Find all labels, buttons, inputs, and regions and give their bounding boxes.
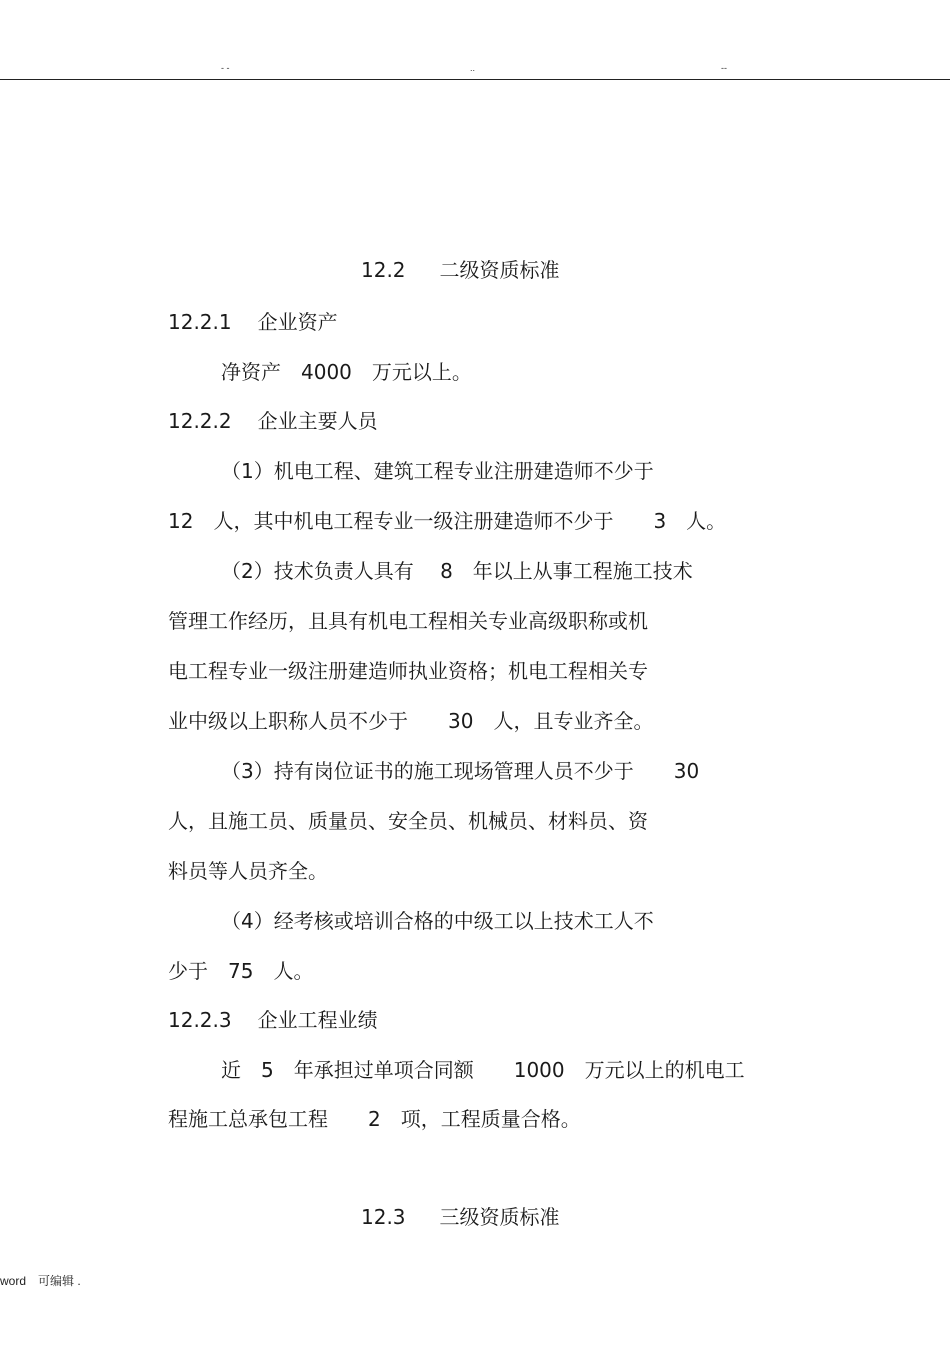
paragraph-line: （4）经考核或培训合格的中级工以上技术工人不 — [221, 909, 654, 933]
paragraph-line-assets: 净资产 4000 万元以上。 — [221, 360, 472, 384]
subsection-title: 企业工程业绩 — [257, 1008, 378, 1032]
paragraph-line: （3）持有岗位证书的施工现场管理人员不少于 30 — [221, 759, 700, 783]
subsection-title: 企业主要人员 — [257, 409, 378, 433]
paragraph-line: 管理工作经历，且具有机电工程相关专业高级职称或机 — [168, 609, 648, 633]
subsection-number: 12.2.2 — [168, 409, 232, 433]
subsection-number: 12.2.3 — [168, 1008, 232, 1032]
section-number: 12.3 — [361, 1205, 406, 1229]
header-rule — [0, 79, 950, 80]
section-title: 二级资质标准 — [439, 258, 560, 282]
paragraph-line: 少于 75 人。 — [168, 959, 314, 983]
paragraph-line: 业中级以上职称人员不少于 30 人，且专业齐全。 — [168, 709, 654, 733]
paragraph-line: 电工程专业一级注册建造师执业资格；机电工程相关专 — [168, 659, 648, 683]
paragraph-line: （2）技术负责人具有 8 年以上从事工程施工技术 — [221, 559, 693, 583]
section-heading-12-2 — [361, 257, 560, 283]
section-title: 三级资质标准 — [439, 1205, 560, 1229]
subsection-number: 12.2.1 — [168, 310, 232, 334]
header-left-mark: - - — [221, 63, 230, 73]
paragraph-line: （1）机电工程、建筑工程专业注册建造师不少于 — [221, 459, 654, 483]
paragraph-line: 料员等人员齐全。 — [168, 859, 328, 883]
paragraph-line: 人，且施工员、质量员、安全员、机械员、材料员、资 — [168, 809, 648, 833]
subsection-heading-12-2-1 — [168, 309, 338, 335]
subsection-heading-12-2-3 — [168, 1007, 378, 1033]
section-number: 12.2 — [361, 258, 406, 282]
paragraph-line: 12 人，其中机电工程专业一级注册建造师不少于 3 人。 — [168, 509, 727, 533]
subsection-title: 企业资产 — [257, 310, 338, 334]
header-center-mark: .. — [470, 63, 476, 73]
section-heading-12-3 — [361, 1204, 560, 1230]
paragraph-line: 程施工总承包工程 2 项，工程质量合格。 — [168, 1107, 581, 1131]
subsection-heading-12-2-2 — [168, 408, 378, 434]
footer-note: word 可编辑 . — [0, 1274, 81, 1288]
header-right-mark: -- — [721, 63, 727, 73]
paragraph-line: 近 5 年承担过单项合同额 1000 万元以上的机电工 — [221, 1058, 745, 1082]
